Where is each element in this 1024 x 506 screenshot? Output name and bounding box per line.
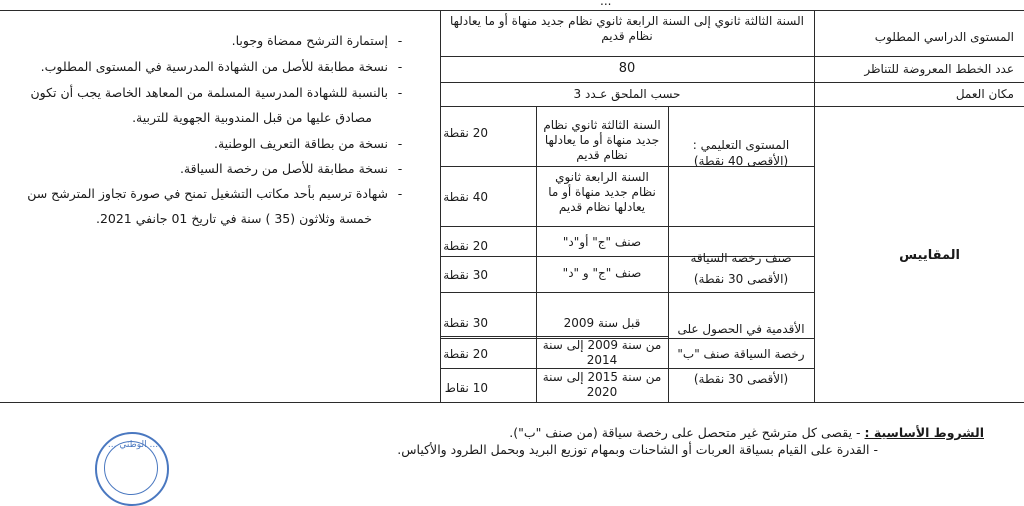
- education-title: المستوى التعليمي :: [692, 138, 790, 152]
- row-divider: [440, 292, 814, 293]
- edu-item-desc: السنة الثالثة ثانوي نظام جديد منهاة أو ما يعادلها نظام قديم: [543, 118, 661, 162]
- requirement-continuation: خمسة وثلاثون (35 ) سنة في تاريخ 01 جانفي 2021.: [95, 211, 372, 226]
- requirement-item: -شهادة ترسيم بأحد مكاتب التشغيل تمنح في صورة تجاوز المترشح سن: [27, 186, 403, 201]
- row-divider: [440, 56, 1024, 57]
- requirement-item: -نسخة مطابقة للأصل من الشهادة المدرسية في المستوى المطلوب.: [40, 59, 403, 74]
- requirement-continuation: مصادق عليها من قبل المندوبية الجهوية للتربية.: [132, 110, 372, 125]
- workplace-value: حسب الملحق عـدد 3: [573, 87, 681, 101]
- col-divider: [668, 106, 669, 402]
- seniority-item-desc: من سنة 2015 إلى سنة 2020: [542, 370, 662, 399]
- table-bottom-border: [0, 402, 1024, 403]
- row-divider: [440, 368, 814, 369]
- seats-value: 80: [618, 61, 636, 76]
- requirement-item: -نسخة مطابقة للأصل من رخصة السياقة.: [179, 161, 403, 176]
- license-item-desc: صنف "ج" أو"د": [562, 235, 642, 249]
- seniority-item-points: 30 نقطة: [443, 316, 488, 330]
- criteria-label: المقاييس: [899, 248, 960, 263]
- col-divider: [536, 106, 537, 402]
- row-divider: [440, 226, 814, 227]
- header-partial: ...: [600, 0, 612, 8]
- stamp-text: ... الوطني ...: [107, 440, 159, 450]
- license-item-points: 20 نقطة: [443, 239, 488, 253]
- row-divider: [440, 106, 1024, 107]
- seniority-item-points: 20 نقطة: [443, 347, 488, 361]
- seniority-item-desc: قبل سنة 2009: [563, 316, 641, 330]
- row-divider: [440, 82, 1024, 83]
- level-value: السنة الثالثة ثانوي إلى السنة الرابعة ثانوي نظام جديد منهاة أو ما يعادلها نظام قديم: [450, 14, 804, 43]
- conditions-title: الشروط الأساسية :: [864, 425, 984, 440]
- workplace-label: مكان العمل: [955, 87, 1014, 101]
- seniority-max: (الأقصى 30 نقطة): [693, 372, 789, 386]
- seniority-title-2: رخصة السياقة صنف "ب": [677, 347, 805, 361]
- license-item-desc: صنف "ج" و "د": [562, 266, 642, 280]
- requirement-item: -إستمارة الترشح ممضاة وجوبا.: [231, 33, 403, 48]
- edu-item-desc: السنة الرابعة ثانوي نظام جديد منهاة أو ما يعادلها نظام قديم: [548, 170, 656, 214]
- edu-item-points: 40 نقطة: [443, 190, 488, 204]
- seniority-title: الأقدمية في الحصول على: [677, 322, 805, 336]
- license-max: (الأقصى 30 نقطة): [693, 272, 789, 286]
- edu-item-points: 20 نقطة: [443, 126, 488, 140]
- table-top-border: [0, 10, 1024, 11]
- col-divider: [440, 10, 441, 402]
- education-max: (الأقصى 40 نقطة): [693, 154, 789, 168]
- license-title: صنف رخصة السياقة: [690, 251, 792, 265]
- requirement-item: -نسخة من بطاقة التعريف الوطنية.: [213, 136, 403, 151]
- requirement-item: -بالنسبة للشهادة المدرسية المسلمة من المعاهد الخاصة يجب أن تكون: [30, 85, 403, 100]
- col-divider: [814, 10, 815, 402]
- conditions-line-1: الشروط الأساسية : - يقصى كل مترشح غير متحصل على رخصة سياقة (من صنف "ب").: [509, 425, 984, 440]
- seats-label: عدد الخطط المعروضة للتناظر: [864, 62, 1014, 76]
- license-item-points: 30 نقطة: [443, 268, 488, 282]
- level-label: المستوى الدراسي المطلوب: [874, 30, 1014, 44]
- sub-divider: [440, 336, 668, 337]
- seniority-item-desc: من سنة 2009 إلى سنة 2014: [542, 338, 662, 367]
- official-stamp: [95, 432, 169, 506]
- conditions-line-2: - القدرة على القيام بسياقة العربات أو الشاحنات وبمهام توزيع البريد وبحمل الطرود والأكياس.: [397, 442, 878, 457]
- seniority-item-points: 10 نقاط: [444, 381, 488, 395]
